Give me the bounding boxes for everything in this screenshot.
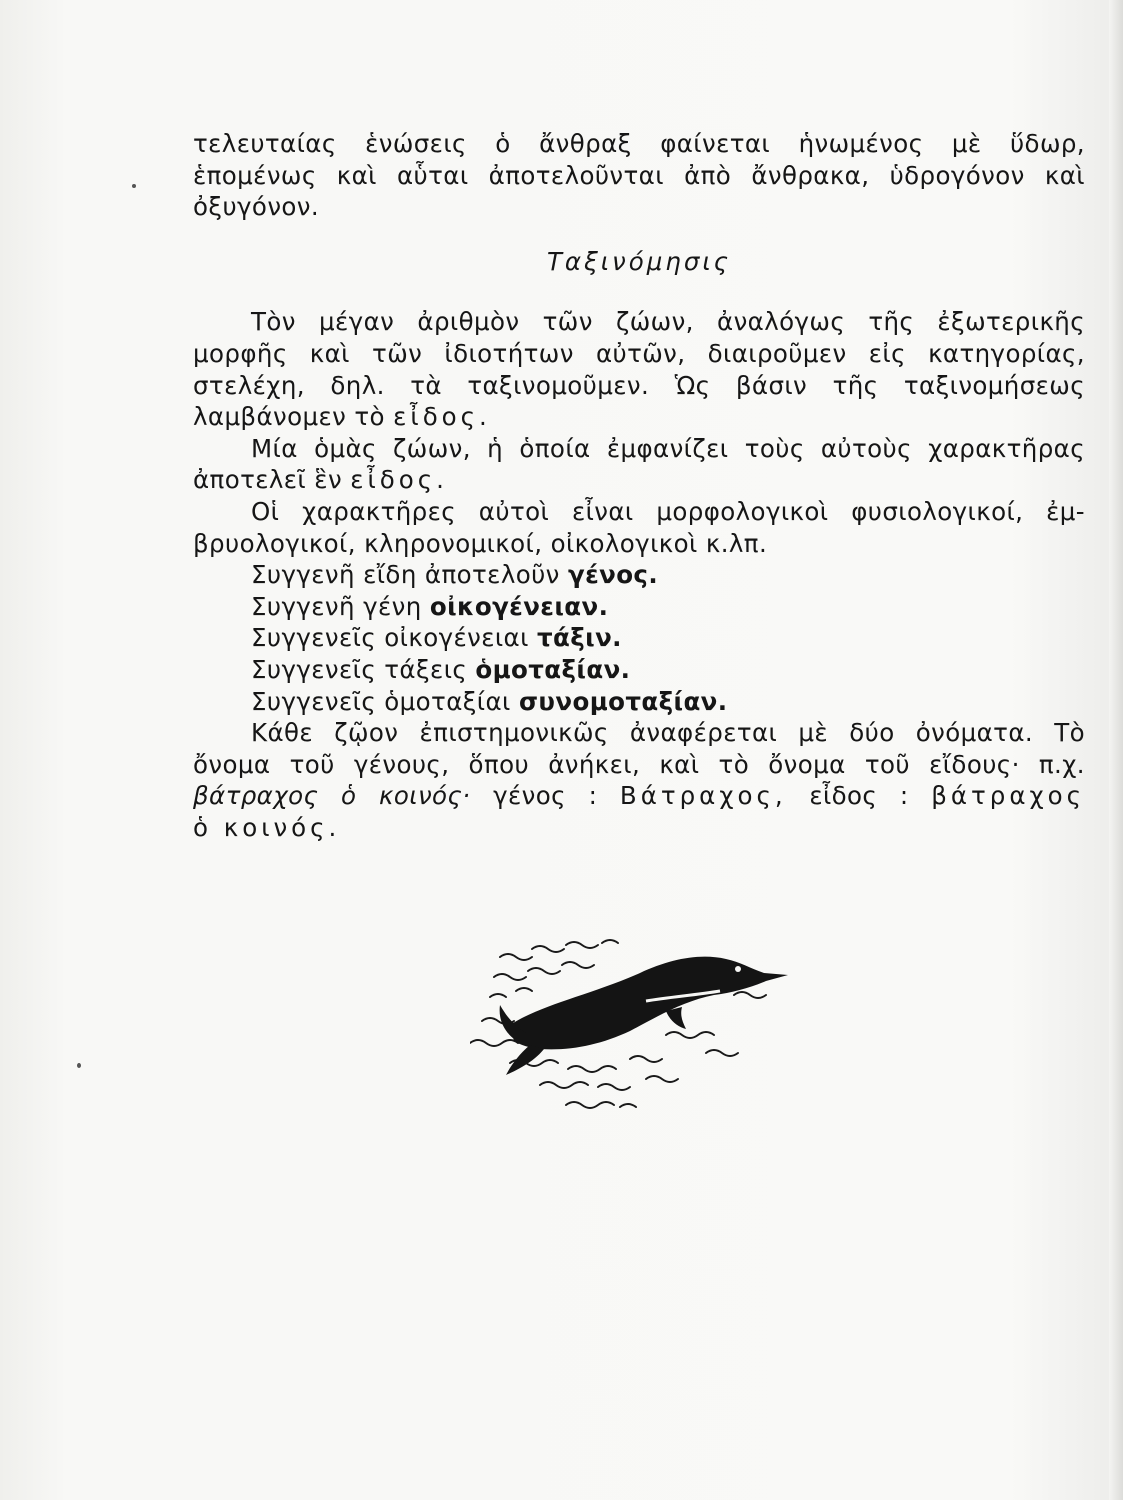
italic-name: βάτραχος ὁ κοινός· (193, 781, 471, 811)
text-line: τελευταίας ἑνώσεις ὁ ἄνθραξ φαίνεται ἡνωμένος μὲ ὕδωρ, (193, 129, 1085, 158)
page-edge-shadow (1109, 0, 1123, 1500)
text-line: βρυολογικοί, κληρονομικοί, οἰκολογικοὶ κ.λπ. (193, 528, 768, 558)
hierarchy-term: συνομοταξίαν. (518, 686, 728, 716)
text-line: Οἱ χαρακτῆρες αὐτοὶ εἶναι μορφολογικοὶ φυσιολογικοί, ἐμ- (251, 496, 1085, 526)
hierarchy-line (193, 591, 1085, 623)
hierarchy-prefix: Συγγενεῖς οἰκογένειαι (251, 623, 529, 653)
text-line: Μία ὁμὰς ζώων, ἡ ὁποία ἐμφανίζει τοὺς αὐτοὺς χαρακτῆρας (251, 433, 1085, 463)
text-line: μορφῆς καὶ τῶν ἰδιοτήτων αὐτῶν, διαιροῦμεν εἰς κατηγορίας, (193, 338, 1085, 368)
dolphin-illustration (470, 935, 800, 1125)
hierarchy-line (193, 686, 1085, 718)
text-line: ὄνομα τοῦ γένους, ὅπου ἀνήκει, καὶ τὸ ὄνομα τοῦ εἴδους· π.χ. (193, 749, 1085, 779)
page-speck (77, 1063, 81, 1068)
text-line: ὁ κοινός. (193, 812, 341, 842)
hierarchy-prefix: Συγγενεῖς τάξεις (251, 654, 468, 684)
page-text (193, 128, 1085, 843)
text-line (193, 401, 1085, 433)
text-line (193, 780, 1085, 812)
text-line: Τὸν μέγαν ἀριθμὸν τῶν ζώων, ἀναλόγως τῆς ἐξωτερικῆς (251, 307, 1085, 337)
hierarchy-prefix: Συγγενῆ γένη (251, 591, 422, 621)
spaced-term: εἶδος. (393, 402, 491, 432)
text-fragment: λαμβάνομεν τὸ (193, 402, 385, 432)
hierarchy-term: ὁμοταξίαν. (475, 654, 631, 684)
spaced-term: εἶδος. (350, 465, 448, 495)
hierarchy-prefix: Συγγενῆ εἴδη ἀποτελοῦν (251, 560, 560, 590)
hierarchy-line (193, 559, 1085, 591)
section-heading: Ταξινόμησις (546, 246, 732, 276)
hierarchy-prefix: Συγγενεῖς ὁμοταξίαι (251, 686, 511, 716)
text-line: ἑπομένως καὶ αὗται ἀποτελοῦνται ἀπὸ ἄνθρακα, ὑδρογόνον καὶ (193, 160, 1085, 190)
text-fragment: γένος : (493, 781, 598, 811)
text-line (193, 464, 1085, 496)
hierarchy-term: γένος. (567, 560, 659, 590)
spaced-term: Βάτραχος, (619, 781, 787, 811)
hierarchy-term: τάξιν. (537, 623, 622, 653)
text-line: στελέχη, δηλ. τὰ ταξινομοῦμεν. Ὡς βάσιν τῆς ταξινομήσεως (193, 370, 1085, 400)
text-line: ὀξυγόνον. (193, 192, 320, 222)
page-speck (132, 184, 136, 188)
text-line: Κάθε ζῷον ἐπιστημονικῶς ἀναφέρεται μὲ δύο ὀνόματα. Τὸ (251, 718, 1085, 748)
text-fragment: ἀποτελεῖ ἓν (193, 465, 343, 495)
hierarchy-line (193, 654, 1085, 686)
spaced-term: βάτραχος (931, 781, 1085, 811)
hierarchy-term: οἰκογένειαν. (429, 591, 609, 621)
text-fragment: εἶδος : (809, 781, 909, 811)
hierarchy-line (193, 622, 1085, 654)
